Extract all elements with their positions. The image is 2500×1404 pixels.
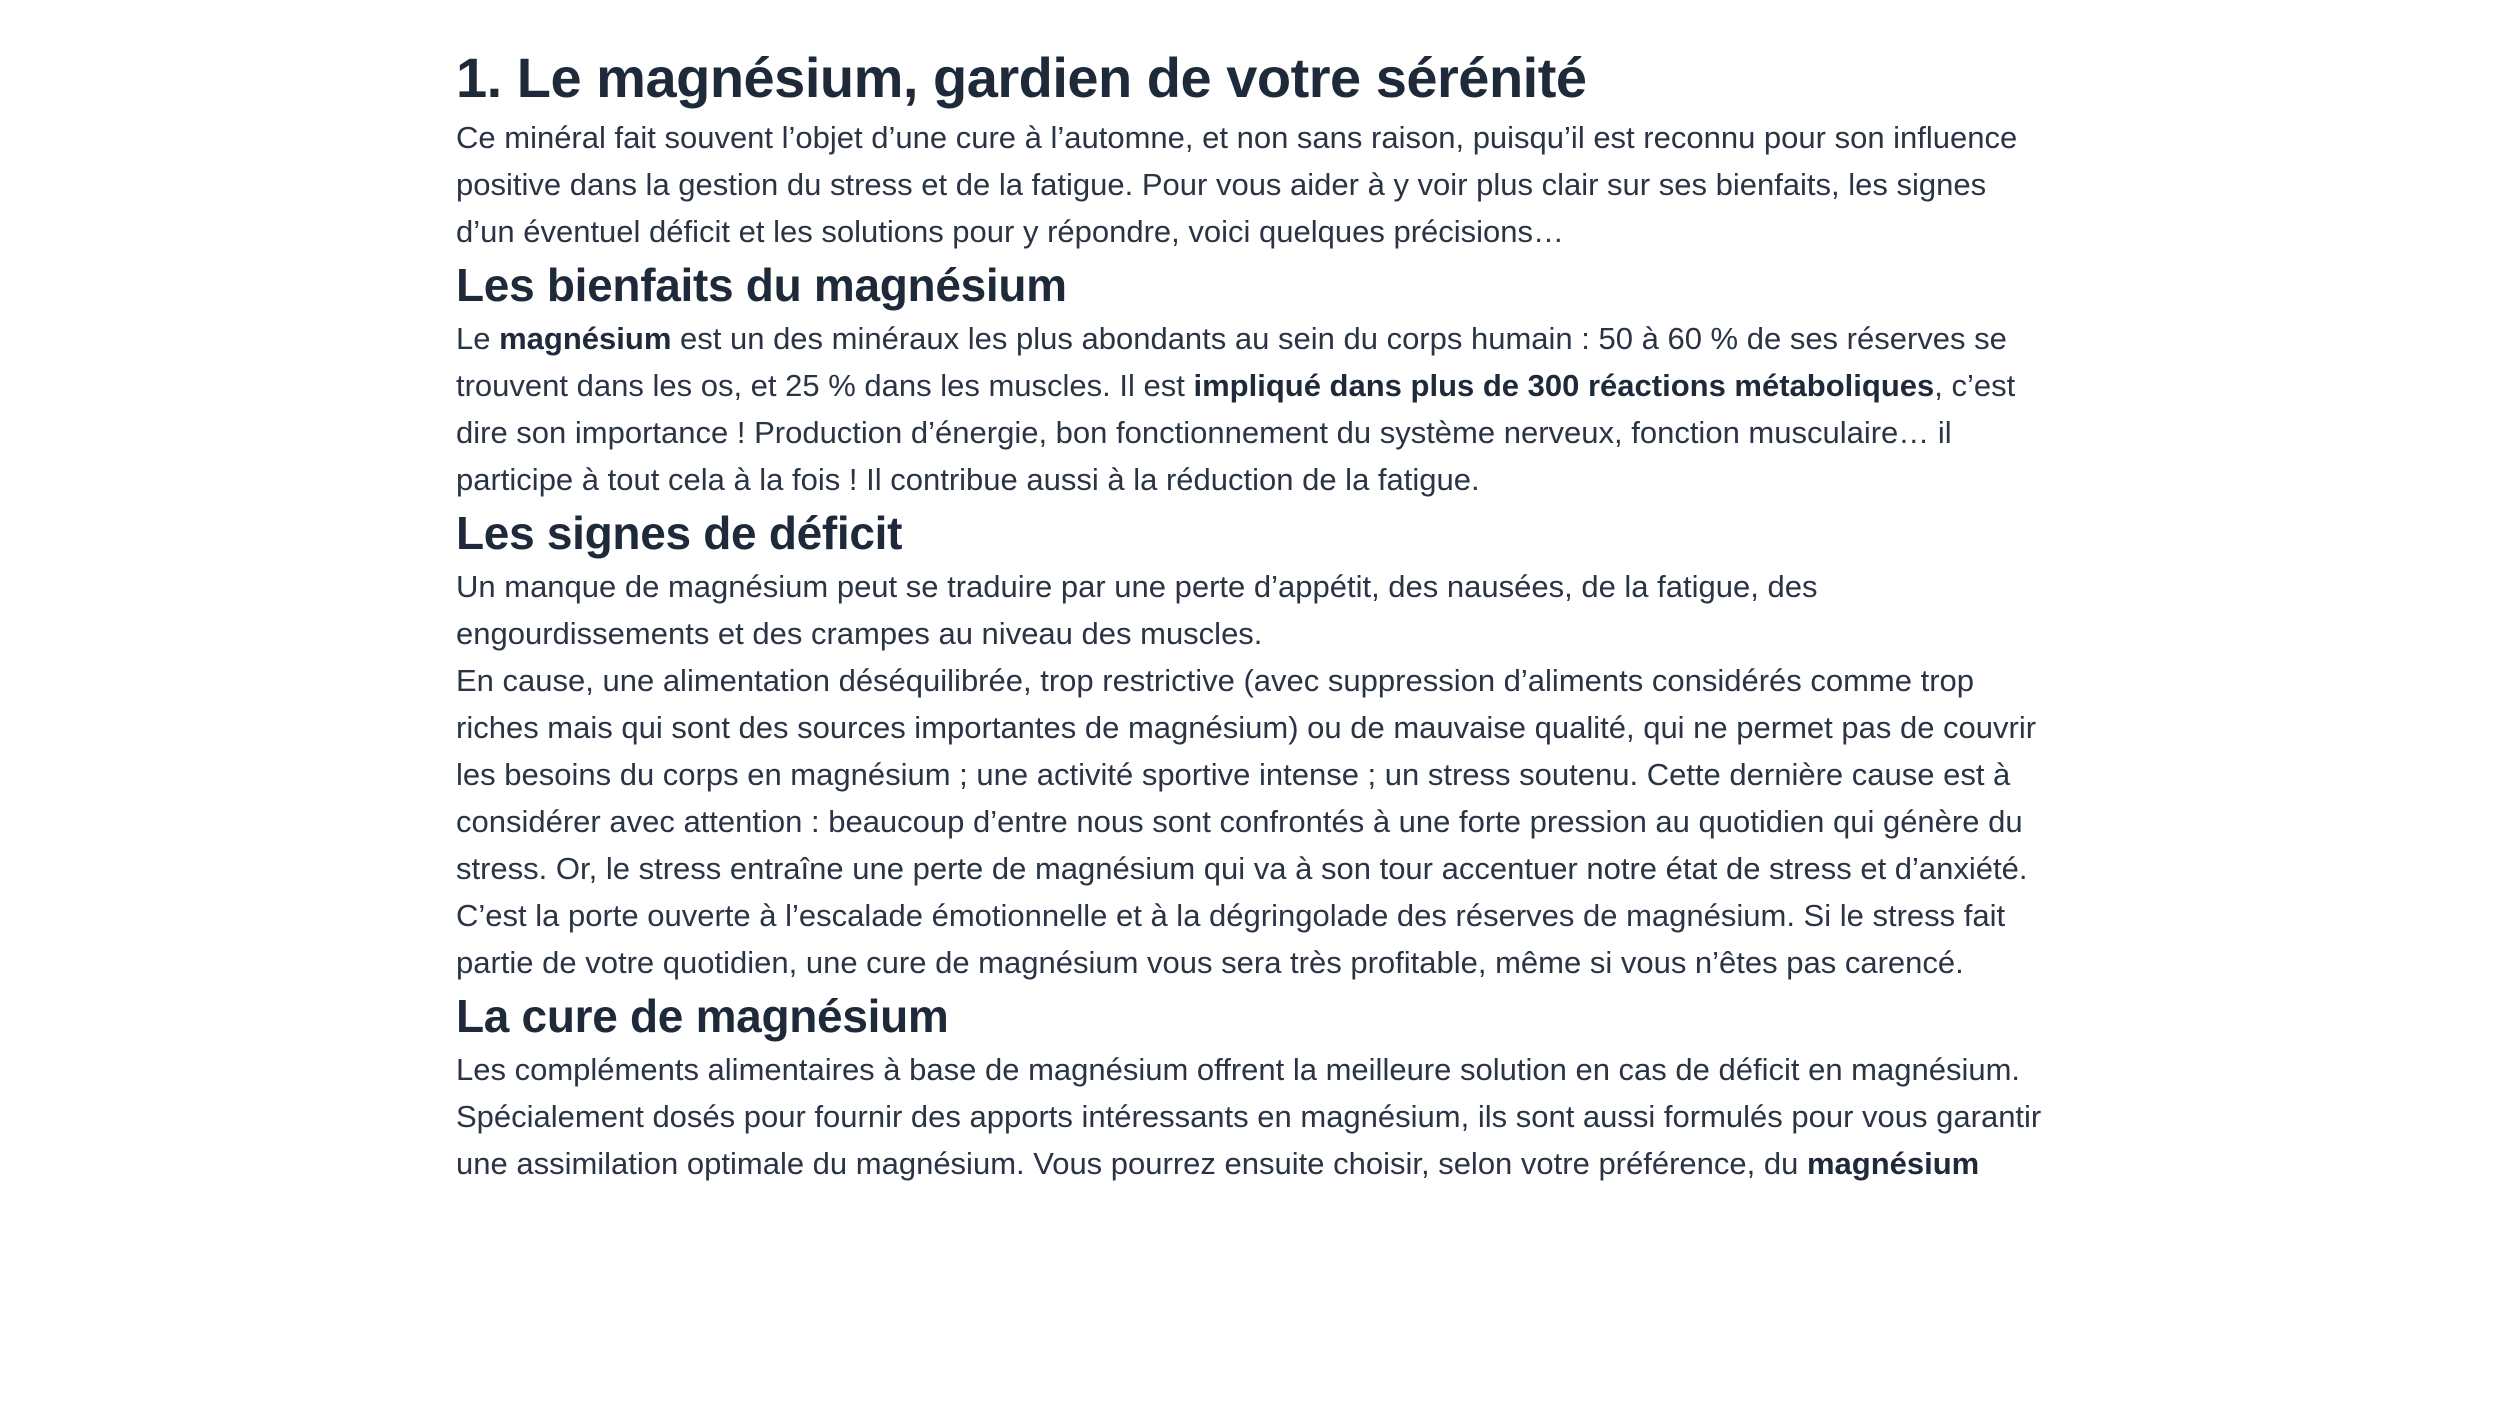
text-run: est un des minéraux les plus abondants au sein du corps humain : 50 à 60 % de ses réserves se trouvent dans les os, et 25 % dans les muscles. Il est (456, 321, 2007, 403)
section-heading-signes: Les signes de déficit (456, 507, 903, 559)
intro-paragraph: Ce minéral fait souvent l’objet d’une cure à l’automne, et non sans raison, puisqu’il est reconnu pour son influence positive dans la gestion du stress et de la fatigue. Pour vous aider à y voir plus clair sur ses bienfaits, les signes d’un éventuel déficit et les solutions pour y répondre, voici quelques précisions… (456, 120, 2018, 249)
text-run: , c’est dire son importance ! Production d’énergie, bon fonctionnement du système nerveux, fonction musculaire… il participe à tout cela à la fois ! Il contribue aussi à la réduction de la fatigue. (456, 368, 2016, 497)
text-run: Les compléments alimentaires à base de magnésium offrent la meilleure solution en cas de déficit en magnésium. Spécialement dosés pour fournir des apports intéressants en magnésium, ils sont aussi formulés pour vous garantir une assimilation optimale du magnésium. Vous pourrez ensuite choisir, selon votre préférence, du (456, 1052, 2042, 1181)
text-run: Le (456, 321, 500, 356)
paragraph-signes-1: Un manque de magnésium peut se traduire par une perte d’appétit, des nausées, de la fatigue, des engourdissements et des crampes au niveau des muscles. (456, 569, 1818, 651)
paragraph-bienfaits (456, 315, 2046, 503)
bold-text: magnésium (1806, 1146, 1980, 1181)
paragraph-cure (456, 1046, 2046, 1187)
bold-text: impliqué dans plus de 300 réactions métaboliques (1193, 368, 1935, 403)
article (456, 0, 2046, 1187)
section-heading-bienfaits: Les bienfaits du magnésium (456, 259, 1067, 311)
page-title: 1. Le magnésium, gardien de votre sérénité (456, 46, 1587, 109)
section-heading-cure: La cure de magnésium (456, 990, 949, 1042)
bold-text: magnésium (499, 321, 672, 356)
paragraph-signes-2: En cause, une alimentation déséquilibrée, trop restrictive (avec suppression d’aliments considérés comme trop riches mais qui sont des sources importantes de magnésium) ou de mauvaise qualité, qui ne permet pas de couvrir les besoins du corps en magnésium ; une activité sportive intense ; un stress soutenu. Cette dernière cause est à considérer avec attention : beaucoup d’entre nous sont confrontés à une forte pression au quotidien qui génère du stress. Or, le stress entraîne une perte de magnésium qui va à son tour accentuer notre état de stress et d’anxiété. C’est la porte ouverte à l’escalade émotionnelle et à la dégringolade des réserves de magnésium. Si le stress fait partie de votre quotidien, une cure de magnésium vous sera très profitable, même si vous n’êtes pas carencé. (456, 663, 2037, 980)
